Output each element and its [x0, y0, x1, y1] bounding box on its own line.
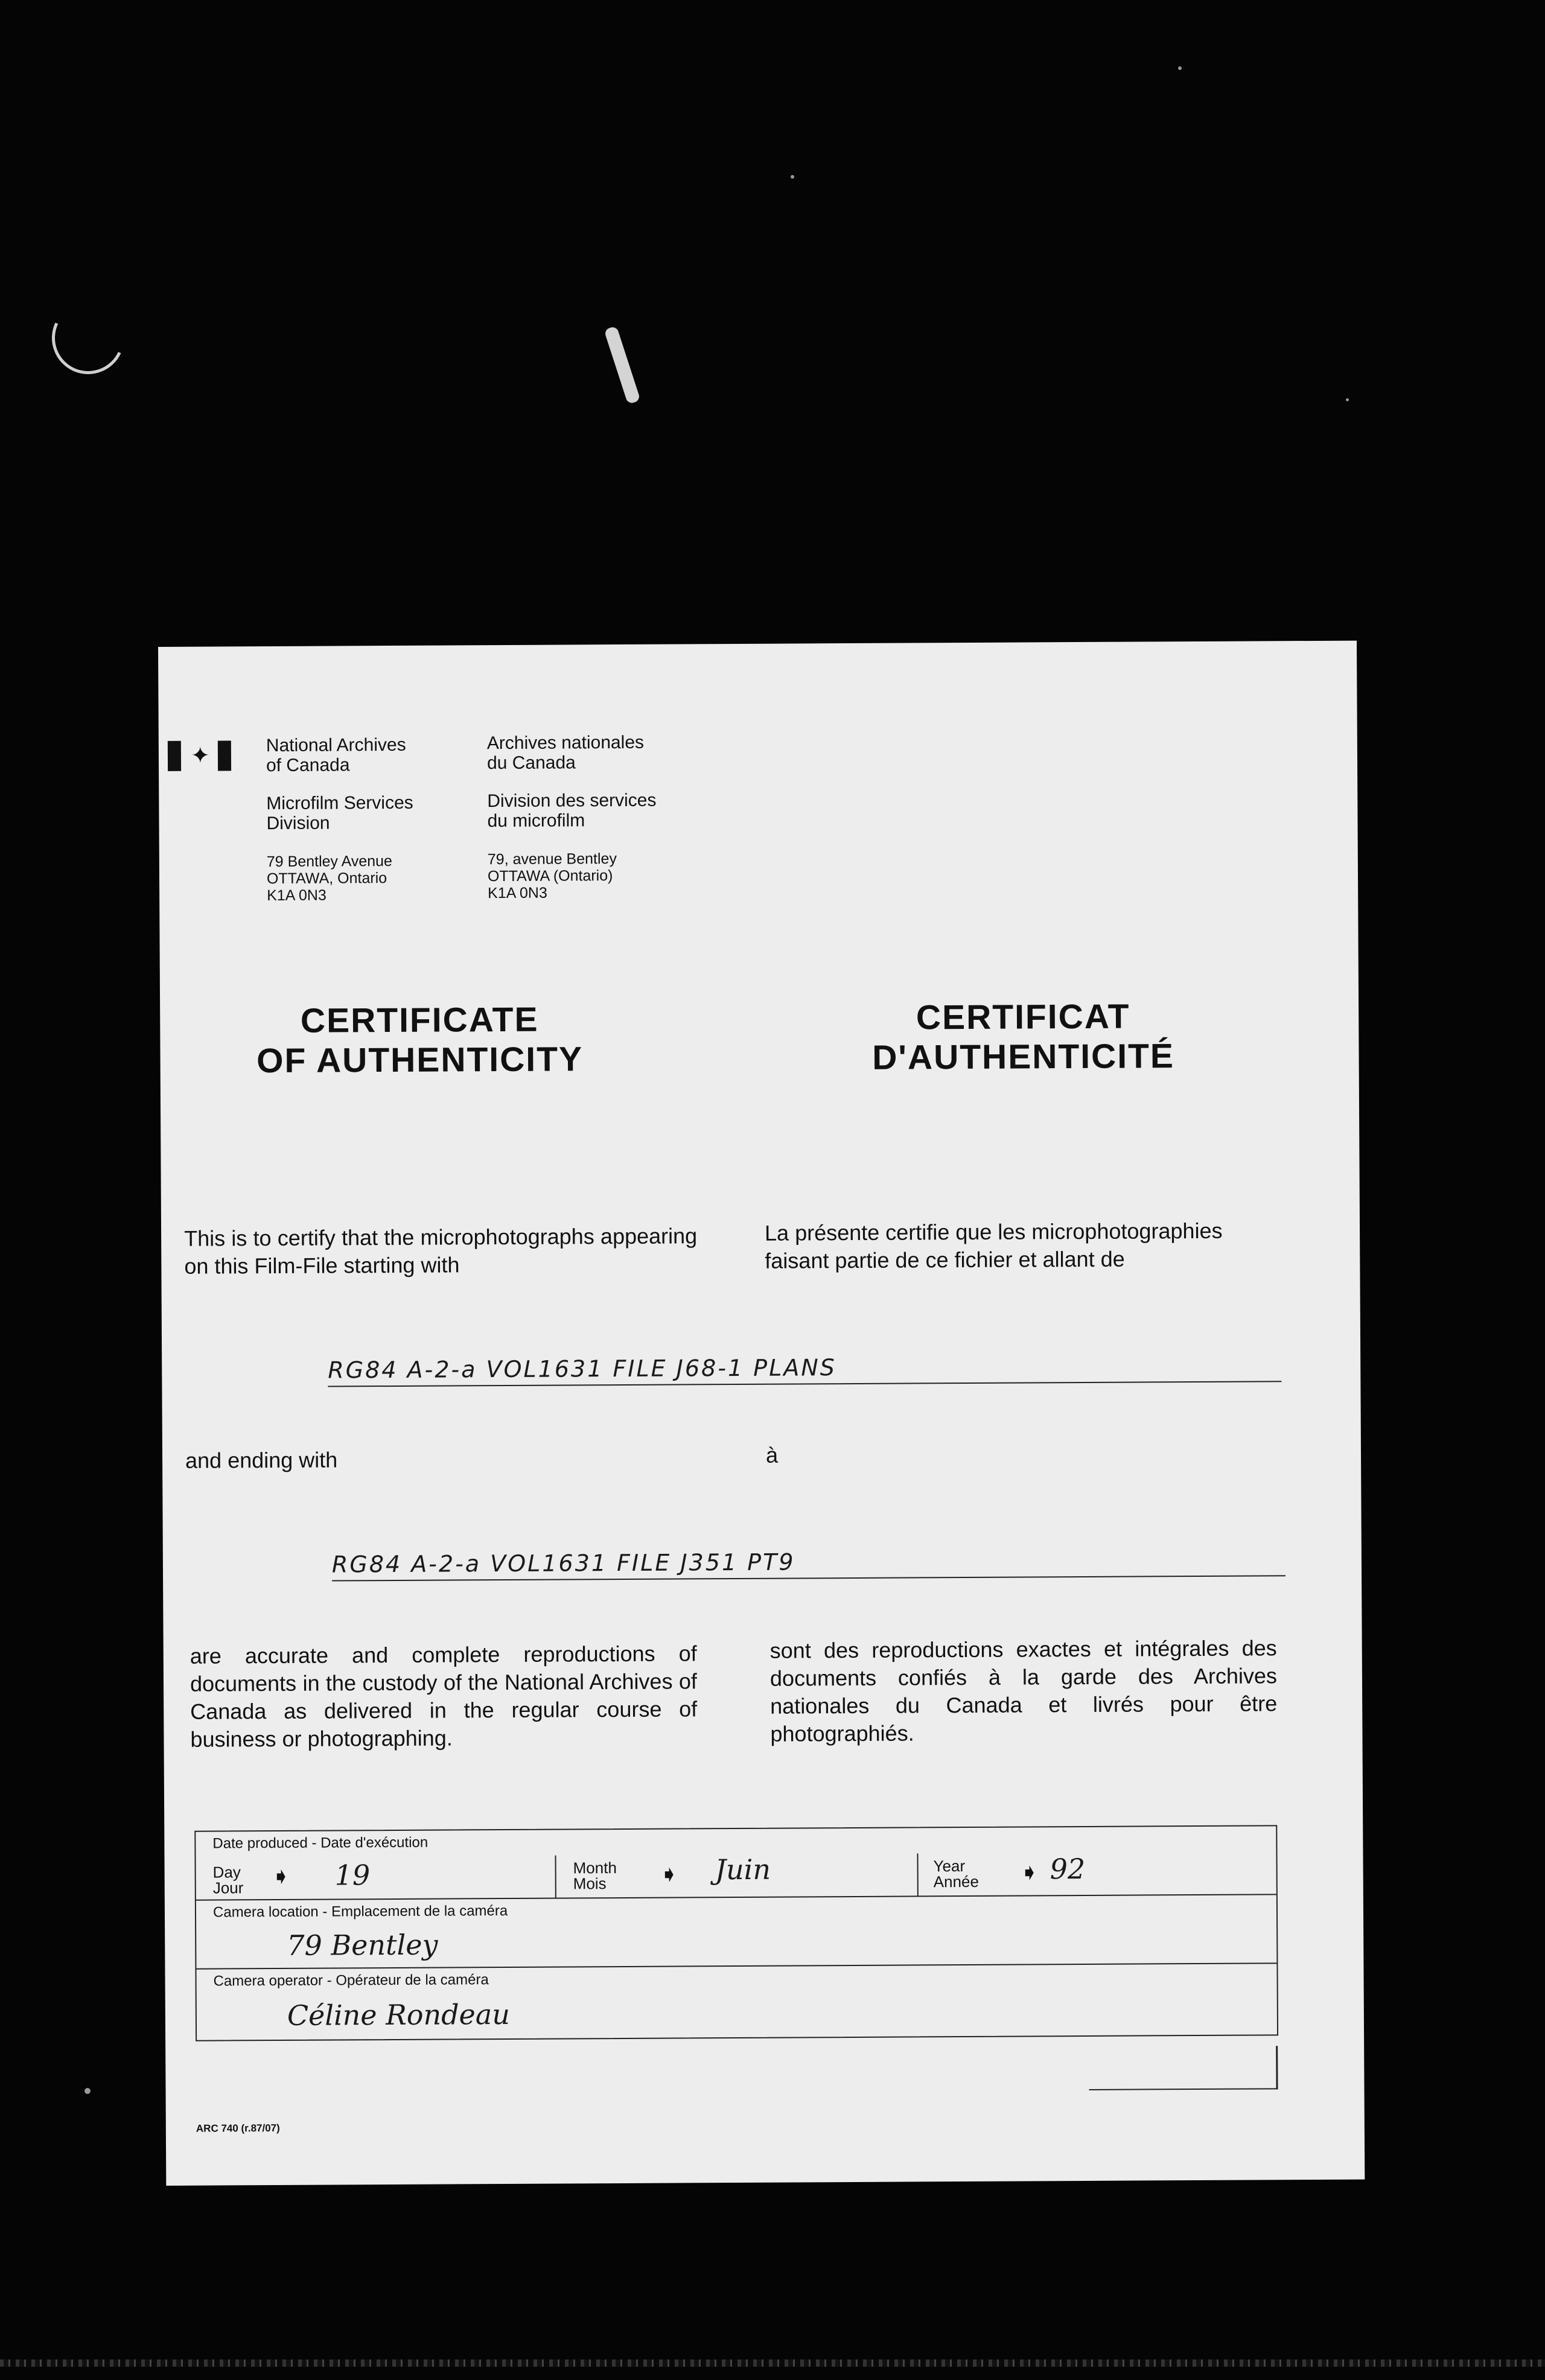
film-edge-noise — [0, 2359, 1545, 2367]
location-value: 79 Bentley — [287, 1928, 438, 1962]
intro-text-en: This is to certify that the microphotographs appearing on this Film-File starting with — [184, 1223, 698, 1279]
canada-flag-icon: ✦ — [168, 740, 231, 771]
film-speck — [1178, 66, 1182, 70]
arrow-icon: ➧ — [659, 1862, 679, 1888]
outro-text-fr: sont des reproductions exactes et intégrales des documents confiés à la garde des Archives nationales du Canada et livrés pour être photographiés. — [769, 1635, 1278, 1746]
header-division-fr: Division des services du microfilm — [487, 790, 657, 832]
location-row — [196, 1895, 1277, 1969]
title-fr: CERTIFICAT D'AUTHENTICITÉ — [872, 997, 1175, 1077]
ending-label-en: and ending with — [185, 1447, 338, 1473]
film-speck — [791, 175, 794, 179]
year-label: Year Année — [933, 1857, 979, 1891]
month-value: Juin — [715, 1853, 771, 1886]
film-speck — [84, 2088, 91, 2094]
production-form — [194, 1825, 1278, 2041]
header-org-fr: Archives nationales du Canada — [486, 732, 645, 774]
date-row — [196, 1826, 1276, 1900]
operator-row — [196, 1964, 1277, 2038]
month-label: Month Mois — [573, 1859, 617, 1893]
date-label: Date produced - Date d'exécution — [212, 1834, 428, 1852]
location-label: Camera location - Emplacement de la caméra — [212, 1902, 508, 1921]
header-address-en: 79 Bentley Avenue OTTAWA, Ontario K1A 0N3 — [266, 852, 392, 905]
form-code: ARC 740 (r.87/07) — [196, 2122, 280, 2134]
film-speck — [1346, 398, 1349, 401]
ending-label-fr: à — [765, 1442, 779, 1468]
header-address-fr: 79, avenue Bentley OTTAWA (Ontario) K1A 0N3 — [487, 850, 617, 902]
day-value: 19 — [334, 1859, 371, 1892]
arrow-icon: ➧ — [271, 1863, 291, 1890]
operator-label: Camera operator - Opérateur de la caméra — [213, 1971, 489, 1990]
year-value: 92 — [1050, 1852, 1086, 1886]
intro-text-fr: La présente certifie que les microphotographies faisant partie de ce fichier et allant de — [764, 1218, 1223, 1273]
divider — [917, 1853, 918, 1895]
divider — [555, 1856, 556, 1898]
film-smudge — [42, 291, 135, 384]
end-entry-handwritten: RG84 A-2-a VOL1631 FILE J351 PT9 — [332, 1546, 1285, 1581]
certificate-page — [158, 641, 1365, 2186]
title-en: CERTIFICATE OF AUTHENTICITY — [256, 1000, 584, 1081]
day-label: Day Jour — [212, 1863, 244, 1897]
outro-text-en: are accurate and complete reproductions of documents in the custody of the National Archives of Canada as delivered in the regular course of business or photographing. — [190, 1641, 698, 1752]
header-org-en: National Archives of Canada — [266, 734, 406, 776]
start-entry-handwritten: RG84 A-2-a VOL1631 FILE J68-1 PLANS — [328, 1352, 1281, 1387]
film-smudge — [604, 326, 640, 404]
header-division-en: Microfilm Services Division — [266, 792, 413, 834]
signature-corner-line — [1089, 2046, 1278, 2090]
arrow-icon: ➧ — [1019, 1860, 1039, 1886]
operator-value: Céline Rondeau — [287, 1997, 511, 2032]
